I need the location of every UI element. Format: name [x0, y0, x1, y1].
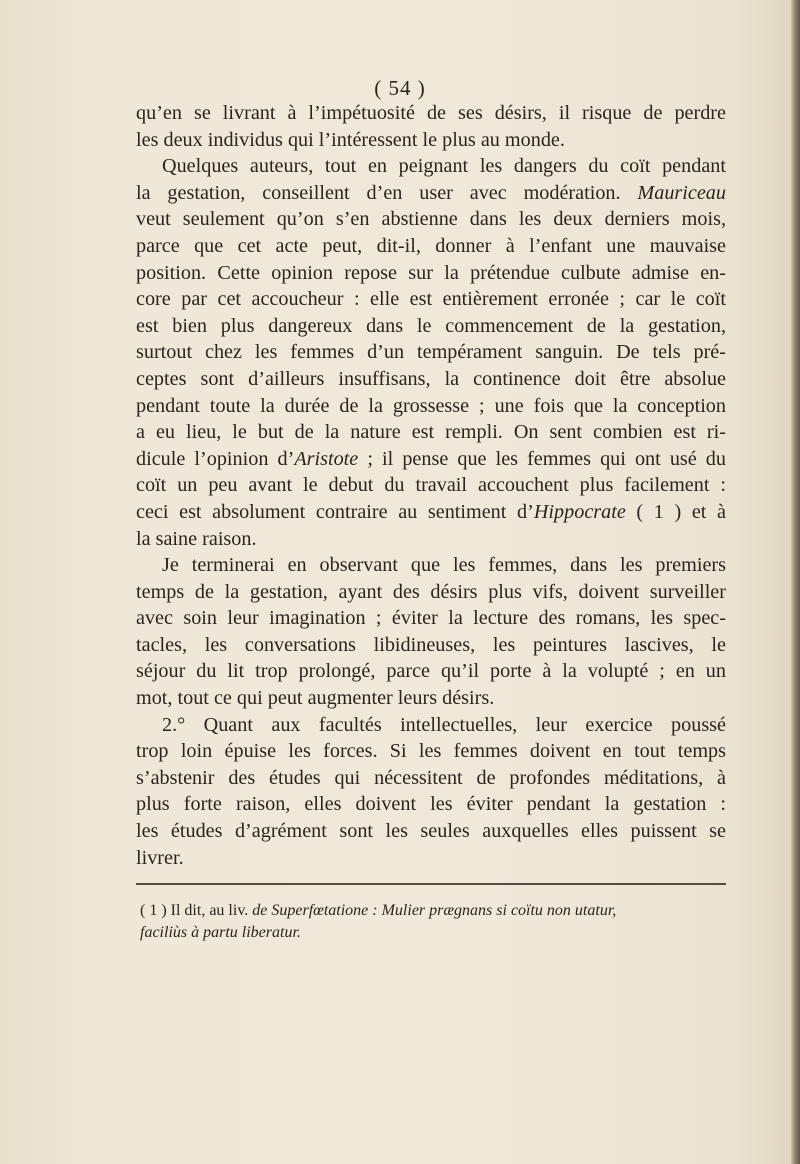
text-line: les études d’agrément sont les seules auxquelles elles puissent se: [136, 820, 726, 843]
text-line: 2.° Quant aux facultés intellectuelles, leur exercice poussé: [162, 713, 726, 736]
text-line: veut seulement qu’on s’en abstienne dans les deux derniers mois,: [136, 208, 726, 231]
footnote: [140, 900, 730, 944]
text-line: les deux individus qui l’intéressent le plus au monde.: [136, 128, 565, 151]
text-line: surtout chez les femmes d’un tempérament sanguin. De tels pré-: [136, 341, 726, 364]
text-line: la saine raison.: [136, 527, 257, 550]
text-line: Quelques auteurs, tout en peignant les dangers du coït pendant: [162, 155, 726, 178]
text-line: ceptes sont d’ailleurs insuffisans, la continence doit être absolue: [136, 367, 726, 390]
paragraph-2: [136, 153, 726, 552]
footnote-line: ( 1 ) Il dit, au liv. de Superfœtatione : Mulier prægnans si coïtu non utatur,: [140, 902, 617, 919]
paragraph-4: [136, 712, 726, 872]
text-line: coït un peu avant le debut du travail accouchent plus facilement :: [136, 474, 726, 497]
author-name-aristote: Aristote: [294, 447, 359, 470]
text-line: parce que cet acte peut, dit-il, donner à l’enfant une mauvaise: [136, 234, 726, 257]
text-line: est bien plus dangereux dans le commencement de la gestation,: [136, 314, 726, 337]
text-line: avec soin leur imagination ; éviter la lecture des romans, les spec-: [136, 607, 726, 630]
text-line: mot, tout ce qui peut augmenter leurs désirs.: [136, 687, 495, 710]
paragraph-1: [136, 100, 726, 153]
author-name-mauriceau: Mauriceau: [637, 181, 726, 204]
text-line: core par cet accoucheur : elle est entièrement erronée ; car le coït: [136, 288, 726, 311]
text-line: a eu lieu, le but de la nature est rempli. On sent combien est ri-: [136, 421, 726, 444]
text-line: position. Cette opinion repose sur la prétendue culbute admise en-: [136, 261, 726, 284]
text-line: s’abstenir des études qui nécessitent de profondes méditations, à: [136, 766, 726, 789]
text-line: qu’en se livrant à l’impétuosité de ses désirs, il risque de perdre: [136, 102, 726, 124]
text-line: pendant toute la durée de la grossesse ; une fois que la conception: [136, 394, 726, 417]
text-line: temps de la gestation, ayant des désirs plus vifs, doivent surveiller: [136, 580, 726, 603]
footnote-divider: [136, 883, 726, 885]
text-line: tacles, les conversations libidineuses, les peintures lascives, le: [136, 633, 726, 656]
text-line: plus forte raison, elles doivent les éviter pendant la gestation :: [136, 793, 726, 816]
text-line: ceci est absolument contraire au sentiment d’Hippocrate ( 1 ) et à: [136, 500, 726, 523]
text-line: livrer.: [136, 846, 184, 869]
text-line: dicule l’opinion d’Aristote ; il pense que les femmes qui ont usé du: [136, 447, 726, 470]
text-line: trop loin épuise les forces. Si les femmes doivent en tout temps: [136, 740, 726, 763]
main-text: [136, 100, 726, 871]
paragraph-3: [136, 552, 726, 712]
text-line: Je terminerai en observant que les femmes, dans les premiers: [162, 554, 726, 577]
footnote-line: faciliùs à partu liberatur.: [140, 924, 301, 941]
text-line: la gestation, conseillent d’en user avec modération. Mauriceau: [136, 181, 726, 204]
page-edge-shadow: [791, 0, 800, 1164]
text-line: séjour du lit trop prolongé, parce qu’il porte à la volupté ; en un: [136, 660, 726, 683]
author-name-hippocrate: Hippocrate: [533, 500, 626, 523]
page-number: ( 54 ): [374, 76, 426, 100]
